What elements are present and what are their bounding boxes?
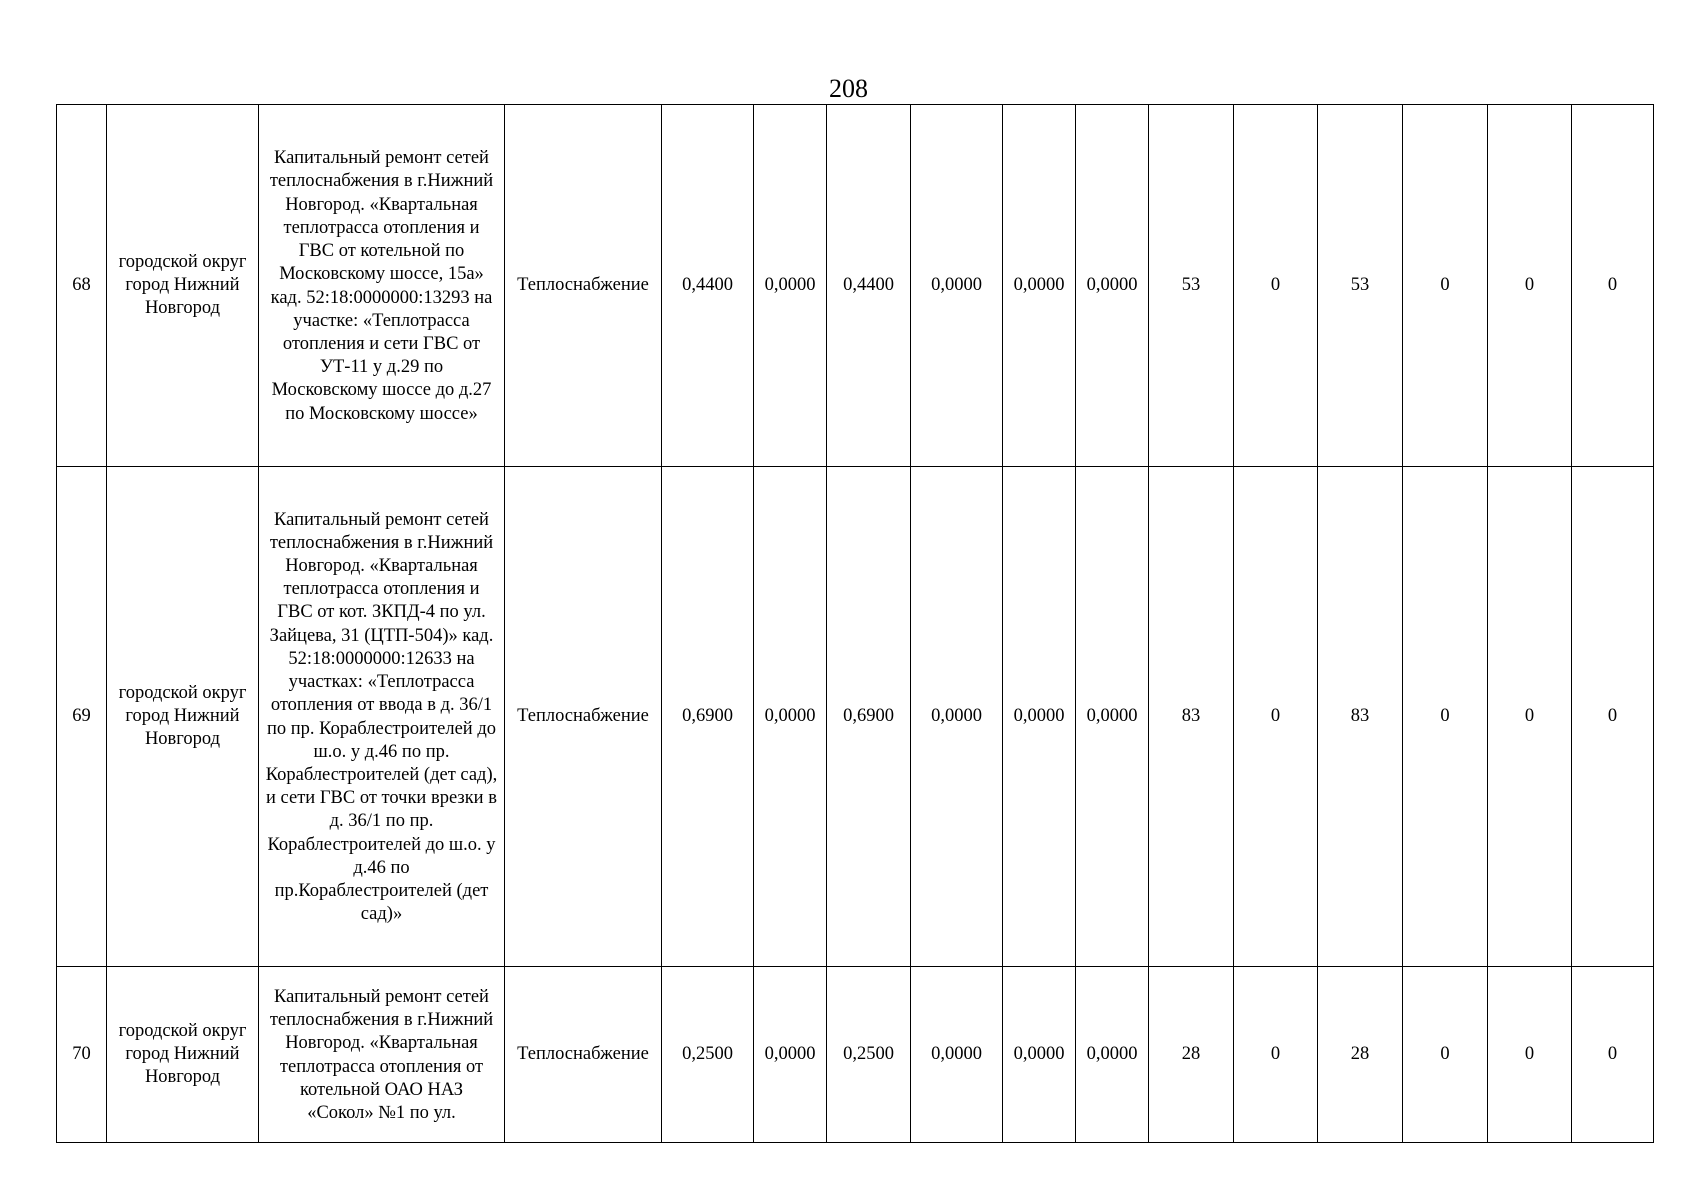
value-cell: 0 bbox=[1488, 467, 1572, 967]
value-cell: 0,0000 bbox=[1076, 467, 1149, 967]
value-cell: 83 bbox=[1149, 467, 1234, 967]
value-cell: 0,4400 bbox=[662, 105, 754, 467]
row-number: 69 bbox=[57, 467, 107, 967]
value-cell: 83 bbox=[1318, 467, 1403, 967]
value-cell: 28 bbox=[1149, 967, 1234, 1143]
page-number: 208 bbox=[829, 74, 868, 103]
value-cell: 0,6900 bbox=[827, 467, 911, 967]
program-table bbox=[56, 104, 1654, 1143]
row-number: 70 bbox=[57, 967, 107, 1143]
type-cell: Теплоснабжение bbox=[505, 967, 662, 1143]
value-cell: 0,0000 bbox=[1076, 967, 1149, 1143]
municipality-cell: городской округ город Нижний Новгород bbox=[107, 105, 259, 467]
row-number: 68 bbox=[57, 105, 107, 467]
type-cell: Теплоснабжение bbox=[505, 467, 662, 967]
value-cell: 0,0000 bbox=[754, 467, 827, 967]
value-cell: 0,0000 bbox=[911, 967, 1003, 1143]
value-cell: 0,0000 bbox=[1076, 105, 1149, 467]
value-cell: 0 bbox=[1234, 467, 1318, 967]
value-cell: 0 bbox=[1403, 105, 1488, 467]
table-row bbox=[57, 105, 1654, 467]
value-cell: 0,4400 bbox=[827, 105, 911, 467]
value-cell: 0,0000 bbox=[754, 105, 827, 467]
value-cell: 53 bbox=[1318, 105, 1403, 467]
description-cell: Капитальный ремонт сетей теплоснабжения в г.Нижний Новгород. «Квартальная теплотрасса отопления от котельной ОАО НАЗ «Сокол» №1 по ул. bbox=[259, 967, 505, 1143]
value-cell: 0 bbox=[1234, 967, 1318, 1143]
table-row bbox=[57, 967, 1654, 1143]
municipality-cell: городской округ город Нижний Новгород bbox=[107, 467, 259, 967]
value-cell: 0 bbox=[1572, 967, 1654, 1143]
value-cell: 0,0000 bbox=[1003, 967, 1076, 1143]
value-cell: 0 bbox=[1572, 467, 1654, 967]
value-cell: 0 bbox=[1488, 105, 1572, 467]
value-cell: 53 bbox=[1149, 105, 1234, 467]
value-cell: 0,0000 bbox=[1003, 105, 1076, 467]
value-cell: 28 bbox=[1318, 967, 1403, 1143]
value-cell: 0,0000 bbox=[911, 105, 1003, 467]
type-cell: Теплоснабжение bbox=[505, 105, 662, 467]
value-cell: 0,0000 bbox=[911, 467, 1003, 967]
value-cell: 0,2500 bbox=[827, 967, 911, 1143]
value-cell: 0 bbox=[1234, 105, 1318, 467]
description-cell: Капитальный ремонт сетей теплоснабжения в г.Нижний Новгород. «Квартальная теплотрасса отопления и ГВС от кот. ЗКПД-4 по ул. Зайцева, 31 (ЦТП-504)» кад. 52:18:0000000:12633 на участках: «Теплотрасса отопления от ввода в д. 36/1 по пр. Кораблестроителей до ш.о. у д.46 по пр. Кораблестроителей (дет сад), и сети ГВС от точки врезки в д. 36/1 по пр. Кораблестроителей до ш.о. у д.46 по пр.Кораблестроителей (дет сад)» bbox=[259, 467, 505, 967]
value-cell: 0,0000 bbox=[1003, 467, 1076, 967]
value-cell: 0,0000 bbox=[754, 967, 827, 1143]
value-cell: 0,6900 bbox=[662, 467, 754, 967]
description-cell: Капитальный ремонт сетей теплоснабжения в г.Нижний Новгород. «Квартальная теплотрасса отопления и ГВС от котельной по Московскому шоссе, 15а» кад. 52:18:0000000:13293 на участке: «Теплотрасса отопления и сети ГВС от УТ-11 у д.29 по Московскому шоссе до д.27 по Московскому шоссе» bbox=[259, 105, 505, 467]
municipality-cell: городской округ город Нижний Новгород bbox=[107, 967, 259, 1143]
value-cell: 0 bbox=[1403, 467, 1488, 967]
value-cell: 0 bbox=[1403, 967, 1488, 1143]
value-cell: 0 bbox=[1488, 967, 1572, 1143]
value-cell: 0 bbox=[1572, 105, 1654, 467]
table-row bbox=[57, 467, 1654, 967]
value-cell: 0,2500 bbox=[662, 967, 754, 1143]
